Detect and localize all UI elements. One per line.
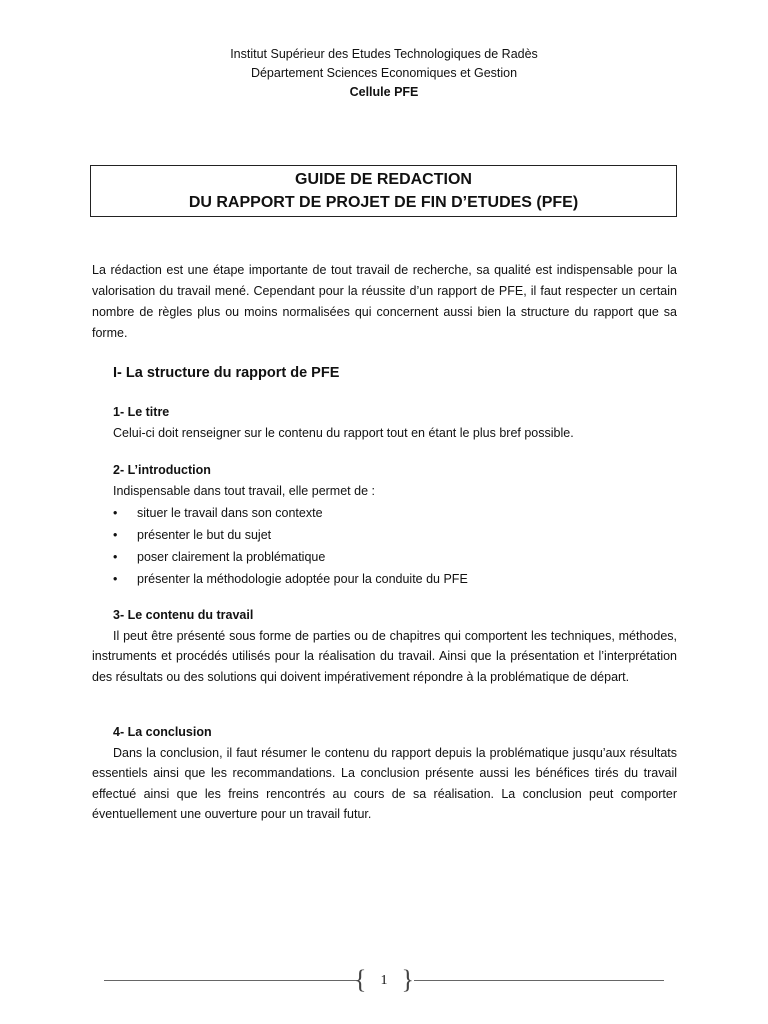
subsection-title: 1- Le titre <box>113 405 170 419</box>
footer-rule-right <box>414 980 664 981</box>
list-item: • poser clairement la problématique <box>113 546 677 568</box>
subsection-text: Il peut être présenté sous forme de parties ou de chapitres qui comportent les techniques, méthodes, instruments et procédés utilisés pour la réalisation du travail. Ainsi que la présentation et l’interprétation des résultats ou des solutions qui doivent impérativement répondre à la problématique de départ. <box>92 628 677 684</box>
page-number: 1 <box>380 973 388 988</box>
subsection-title: 4- La conclusion <box>113 725 212 739</box>
list-item: • situer le travail dans son contexte <box>113 502 677 524</box>
subsection-text: Dans la conclusion, il faut résumer le contenu du rapport depuis la problématique jusqu’aux résultats essentiels ainsi que les recommandations. La conclusion présente aussi les bénéfices tirés du travail effectué ainsi que les freins rencontrés au cours de sa réalisation. La conclusion peut comporter éventuellement une ouverture pour un travail futur. <box>92 745 677 821</box>
bullet-icon: • <box>113 572 118 586</box>
intro-paragraph: La rédaction est une étape importante de tout travail de recherche, sa qualité est indispensable pour la valorisation du travail mené. Cependant pour la réussite d’un rapport de PFE, il faut respecter un certain nombre de règles plus ou moins normalisées qui concernent aussi bien la structure du rapport que sa forme. <box>92 263 677 340</box>
subsection-text: Celui-ci doit renseigner sur le contenu du rapport tout en étant le plus bref possible. <box>113 425 574 440</box>
bullet-icon: • <box>113 528 118 542</box>
document-header <box>0 45 768 102</box>
subsection-conclusion <box>92 722 677 825</box>
page-number-box <box>354 966 414 996</box>
subsection-title: 2- L’introduction <box>113 463 211 477</box>
subsection-content <box>92 605 677 687</box>
list-item: • présenter la méthodologie adoptée pour la conduite du PFE <box>113 568 677 590</box>
institute-name: Institut Supérieur des Etudes Technologiques de Radès <box>230 47 538 61</box>
title-line-2: DU RAPPORT DE PROJET DE FIN D’ETUDES (PFE) <box>188 194 579 211</box>
list-item: • présenter le but du sujet <box>113 524 677 546</box>
section-title-structure: I- La structure du rapport de PFE <box>113 365 340 381</box>
subsection-title: 3- Le contenu du travail <box>113 608 254 622</box>
footer-rule-left <box>104 980 358 981</box>
title-line-1: GUIDE DE REDACTION <box>295 171 472 188</box>
cell-name: Cellule PFE <box>349 85 419 99</box>
brace-left-icon: { <box>354 965 367 994</box>
subsection-title-block <box>113 402 677 443</box>
bullet-icon: • <box>113 506 118 520</box>
department-name: Département Sciences Economiques et Gestion <box>250 66 518 80</box>
subsection-introduction <box>113 460 677 590</box>
document-title-box <box>90 165 677 217</box>
subsection-text: Indispensable dans tout travail, elle permet de : <box>113 483 375 498</box>
bullet-list <box>113 502 677 590</box>
brace-right-icon: } <box>401 965 414 994</box>
bullet-icon: • <box>113 550 118 564</box>
